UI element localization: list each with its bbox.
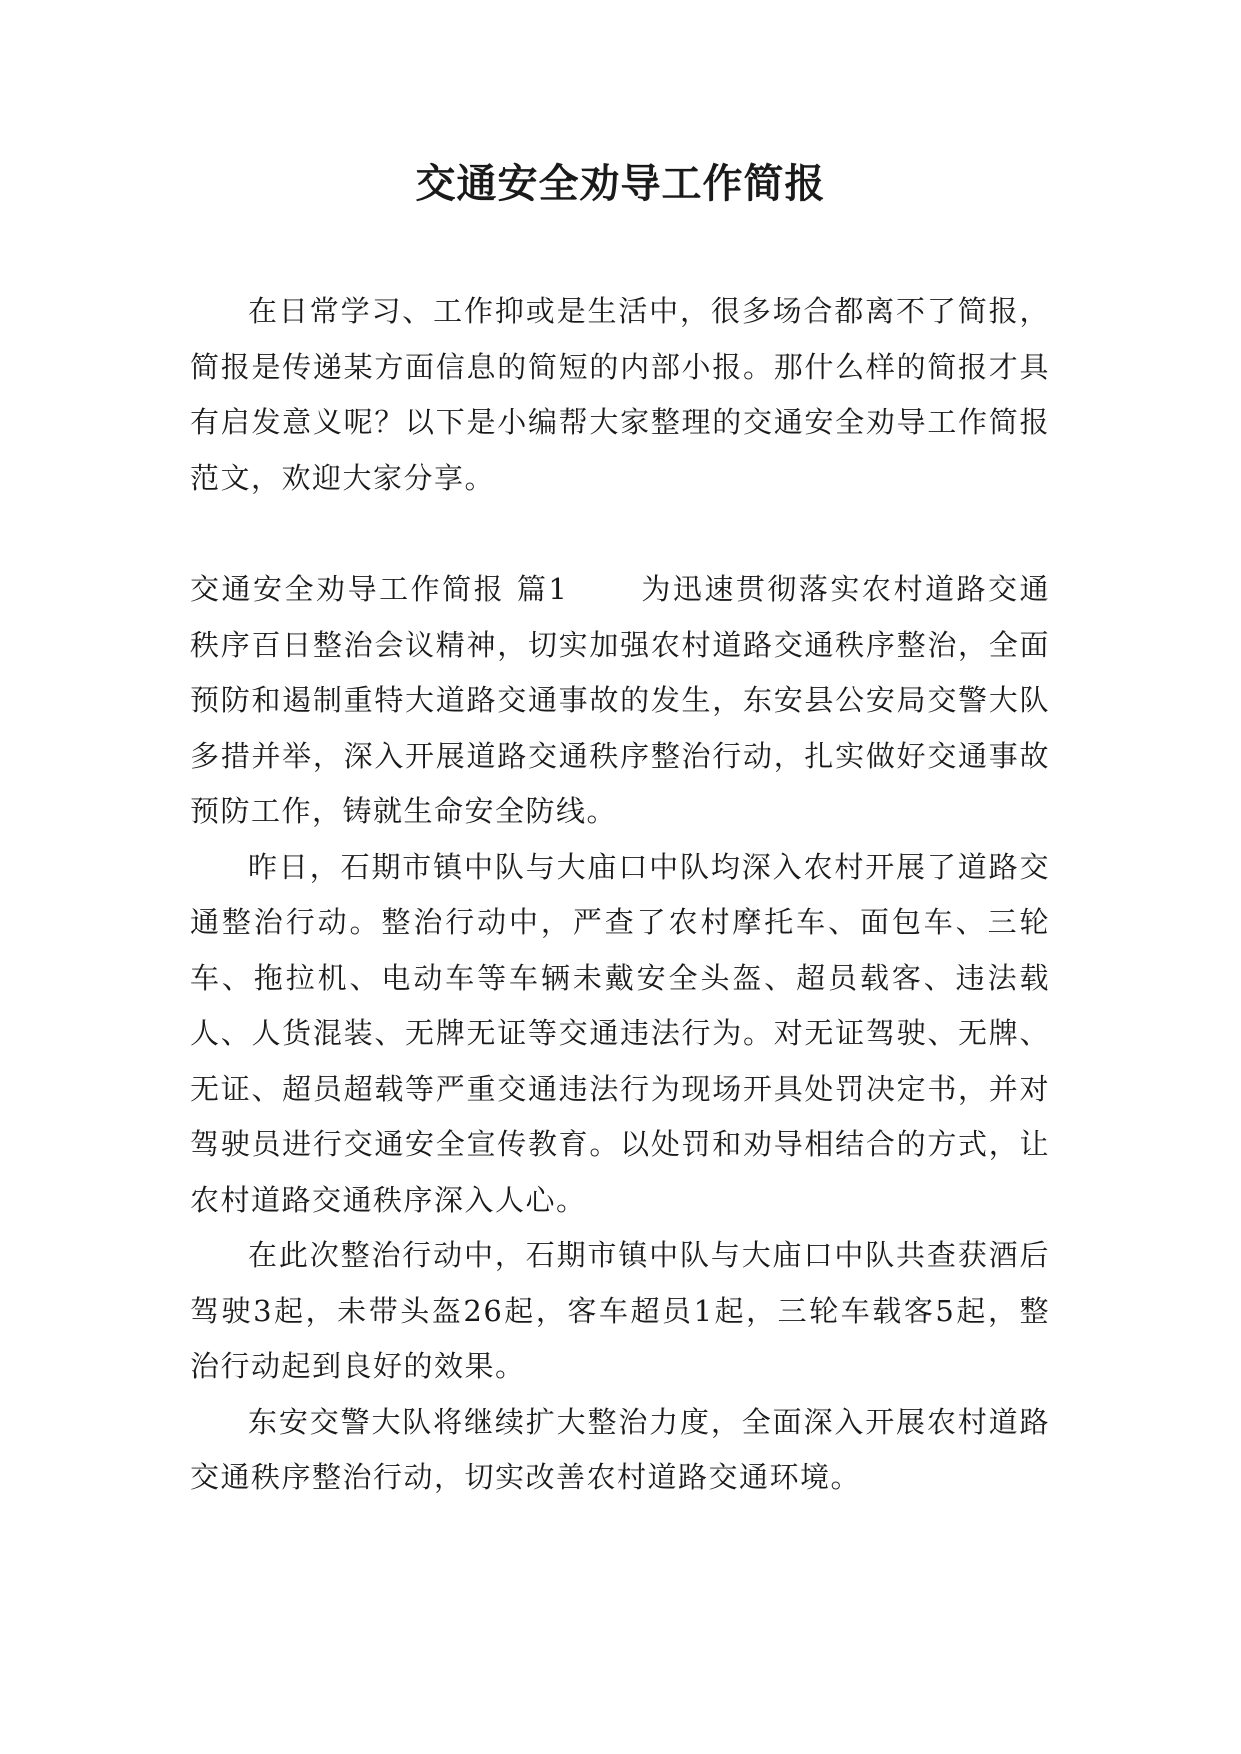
section-first-paragraph [190, 562, 1050, 840]
body-paragraph-3: 东安交警大队将继续扩大整治力度，全面深入开展农村道路交通秩序整治行动，切实改善农村道路交通环境。 [190, 1404, 1050, 1494]
body-paragraph-2: 在此次整治行动中，石期市镇中队与大庙口中队共查获酒后驾驶3起，未带头盔26起，客车超员1起，三轮车载客5起，整治行动起到良好的效果。 [190, 1238, 1050, 1383]
document-title: 交通安全劝导工作简报 [415, 160, 826, 207]
section-heading: 交通安全劝导工作简报 篇1 [190, 572, 569, 606]
body-paragraph-1: 昨日，石期市镇中队与大庙口中队均深入农村开展了道路交通整治行动。整治行动中，严查了农村摩托车、面包车、三轮车、拖拉机、电动车等车辆未戴安全头盔、超员载客、违法载人、人货混装、无牌无证等交通违法行为。对无证驾驶、无牌、无证、超员超载等严重交通违法行为现场开具处罚决定书，并对驾驶员进行交通安全宣传教育。以处罚和劝导相结合的方式，让农村道路交通秩序深入人心。 [190, 849, 1050, 1217]
section-first-text: 为迅速贯彻落实农村道路交通秩序百日整治会议精神，切实加强农村道路交通秩序整治，全面预防和遏制重特大道路交通事故的发生，东安县公安局交警大队多措并举，深入开展道路交通秩序整治行动，扎实做好交通事故预防工作，铸就生命安全防线。 [190, 572, 1050, 828]
document-body [190, 284, 1050, 1506]
intro-paragraph: 在日常学习、工作抑或是生活中，很多场合都离不了简报，简报是传递某方面信息的简短的内部小报。那什么样的简报才具有启发意义呢？以下是小编帮大家整理的交通安全劝导工作简报范文，欢迎大家分享。 [190, 294, 1050, 495]
